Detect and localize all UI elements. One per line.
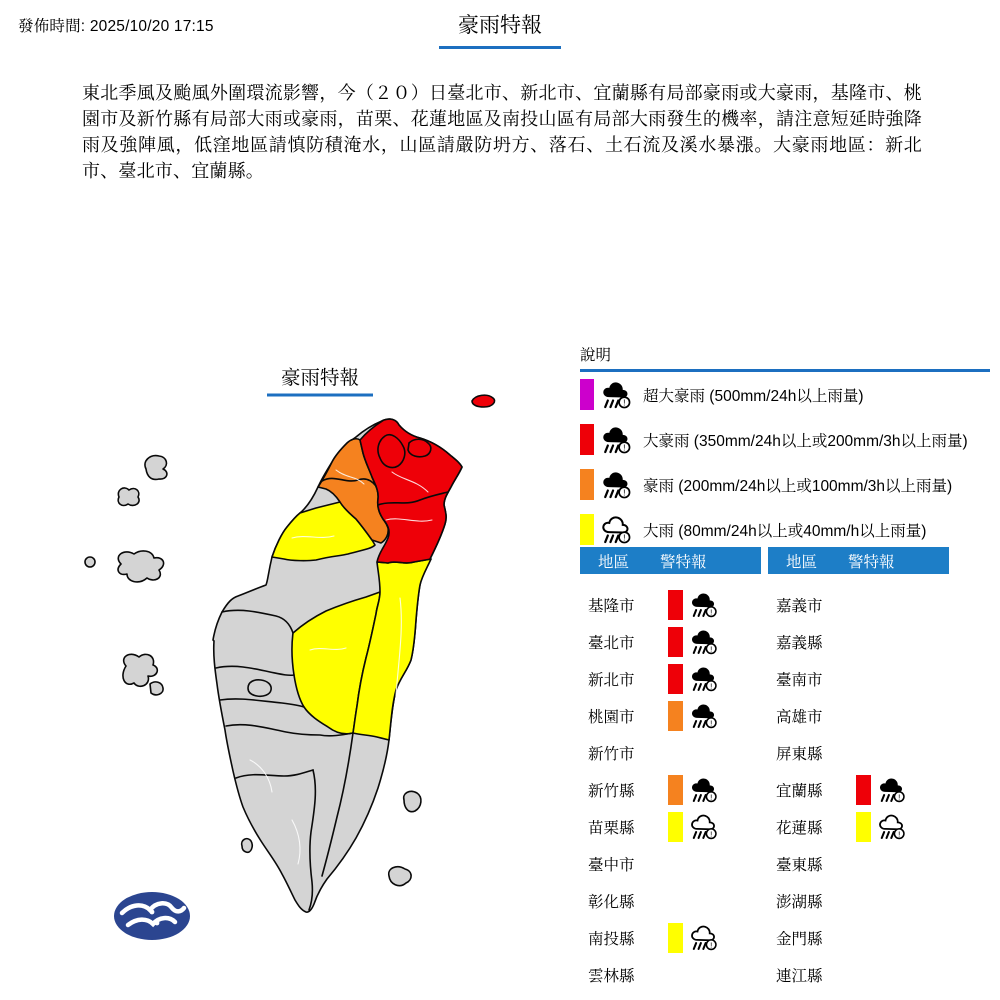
rain-warning-map xyxy=(60,345,560,1000)
table-row xyxy=(580,845,761,882)
region-table-left xyxy=(580,547,761,993)
warning-indicator xyxy=(668,590,720,620)
warning-indicator xyxy=(668,923,720,953)
warning-indicator xyxy=(668,701,720,731)
rain-cloud-outline-icon xyxy=(689,812,720,842)
torrential-rain-swatch xyxy=(580,424,594,455)
table-row xyxy=(580,660,761,697)
legend-label: 大豪雨 (350mm/24h以上或200mm/3h以上雨量) xyxy=(643,432,968,450)
warning-color-swatch xyxy=(668,701,683,731)
penghu-islets xyxy=(145,456,167,480)
storm-cloud-icon xyxy=(689,775,720,805)
rain-cloud-outline-icon xyxy=(689,923,720,953)
table-row xyxy=(580,771,761,808)
orchid-island xyxy=(389,867,411,886)
table-row xyxy=(768,734,949,771)
storm-cloud-icon xyxy=(600,379,634,411)
warning-indicator xyxy=(856,775,908,805)
region-name: 苗栗縣 xyxy=(588,819,635,837)
warning-indicator xyxy=(668,664,720,694)
rain-cloud-outline-icon xyxy=(600,514,634,546)
table-row xyxy=(580,697,761,734)
table-row xyxy=(768,919,949,956)
heavy-rain-swatch xyxy=(580,514,594,545)
region-name: 臺北市 xyxy=(588,634,635,652)
table-row xyxy=(768,586,949,623)
region-name: 金門縣 xyxy=(776,930,823,948)
table-header xyxy=(768,547,949,574)
warning-color-swatch xyxy=(856,775,871,805)
extremely-heavy-rain-swatch xyxy=(580,469,594,500)
warning-color-swatch xyxy=(668,590,683,620)
region-name: 新北市 xyxy=(588,671,635,689)
region-name: 花蓮縣 xyxy=(776,819,823,837)
region-name: 南投縣 xyxy=(588,930,635,948)
legend-item xyxy=(580,417,990,462)
table-row xyxy=(580,808,761,845)
header-region: 地區 xyxy=(786,553,818,571)
table-row xyxy=(768,771,949,808)
map-title: 豪雨特報 xyxy=(280,367,360,389)
liuqiu-islet xyxy=(242,839,253,853)
taiwan-island xyxy=(213,419,462,912)
storm-cloud-icon xyxy=(689,627,720,657)
warning-indicator xyxy=(668,775,720,805)
region-name: 新竹市 xyxy=(588,745,635,763)
header-warning: 警特報 xyxy=(848,553,895,571)
warning-color-swatch xyxy=(668,812,683,842)
warning-indicator xyxy=(668,627,720,657)
table-row xyxy=(580,586,761,623)
storm-cloud-icon xyxy=(877,775,908,805)
storm-cloud-icon xyxy=(689,590,720,620)
region-name: 澎湖縣 xyxy=(776,893,823,911)
page-title-wrap xyxy=(0,9,1000,49)
table-row xyxy=(768,882,949,919)
legend-item xyxy=(580,462,990,507)
table-row xyxy=(580,734,761,771)
table-row xyxy=(580,882,761,919)
warning-color-swatch xyxy=(856,812,871,842)
table-body xyxy=(580,586,761,993)
header-warning: 警特報 xyxy=(660,553,707,571)
legend xyxy=(580,343,990,552)
warning-color-swatch xyxy=(668,664,683,694)
region-table-right xyxy=(768,547,949,993)
region-name: 宜蘭縣 xyxy=(776,782,823,800)
region-name: 臺中市 xyxy=(588,856,635,874)
storm-cloud-icon xyxy=(689,701,720,731)
legend-title: 說明 xyxy=(580,343,990,372)
region-name: 臺南市 xyxy=(776,671,823,689)
bulletin-text: 東北季風及颱風外圍環流影響，今（２０）日臺北市、新北市、宜蘭縣有局部豪雨或大豪雨，基隆市、桃園市及新竹縣有局部大雨或豪雨，苗栗、花蓮地區及南投山區有局部大雨發生的機率，請注意短延時強降雨及強陣風，低窪地區請慎防積淹水，山區請嚴防坍方、落石、土石流及溪水暴漲。大豪雨地區：新北市、臺北市、宜蘭縣。 xyxy=(82,83,922,181)
table-row xyxy=(768,623,949,660)
gueishan-islet xyxy=(472,395,495,407)
warning-color-swatch xyxy=(668,627,683,657)
legend-label: 大雨 (80mm/24h以上或40mm/h以上雨量) xyxy=(643,522,927,540)
region-name: 嘉義市 xyxy=(776,597,823,615)
legend-item xyxy=(580,372,990,417)
warning-color-swatch xyxy=(668,923,683,953)
region-name: 基隆市 xyxy=(588,597,635,615)
region-name: 桃園市 xyxy=(588,708,635,726)
legend-label: 超大豪雨 (500mm/24h以上雨量) xyxy=(643,387,864,405)
region-name: 嘉義縣 xyxy=(776,634,823,652)
table-row xyxy=(768,956,949,993)
legend-label: 豪雨 (200mm/24h以上或100mm/3h以上雨量) xyxy=(643,477,953,495)
table-body xyxy=(768,586,949,993)
green-island xyxy=(404,791,421,811)
storm-cloud-icon xyxy=(600,424,634,456)
header-region: 地區 xyxy=(598,553,630,571)
rain-cloud-outline-icon xyxy=(877,812,908,842)
warning-color-swatch xyxy=(668,775,683,805)
table-header xyxy=(580,547,761,574)
storm-cloud-icon xyxy=(689,664,720,694)
publish-time: 發佈時間: 2025/10/20 17:15 xyxy=(18,18,214,35)
page-title: 豪雨特報 xyxy=(439,9,561,49)
region-name: 臺東縣 xyxy=(776,856,823,874)
table-row xyxy=(580,956,761,993)
table-row xyxy=(580,623,761,660)
region-name: 新竹縣 xyxy=(588,782,635,800)
table-row xyxy=(580,919,761,956)
warning-indicator xyxy=(856,812,908,842)
table-row xyxy=(768,845,949,882)
cwa-logo xyxy=(114,892,190,940)
region-name: 彰化縣 xyxy=(588,893,635,911)
table-row xyxy=(768,697,949,734)
region-name: 雲林縣 xyxy=(588,967,635,985)
region-name: 屏東縣 xyxy=(776,745,823,763)
legend-item xyxy=(580,507,990,552)
region-name: 連江縣 xyxy=(776,967,823,985)
warning-indicator xyxy=(668,812,720,842)
region-name: 高雄市 xyxy=(776,708,823,726)
table-row xyxy=(768,660,949,697)
storm-cloud-icon xyxy=(600,469,634,501)
table-row xyxy=(768,808,949,845)
extreme-torrential-rain-swatch xyxy=(580,379,594,410)
